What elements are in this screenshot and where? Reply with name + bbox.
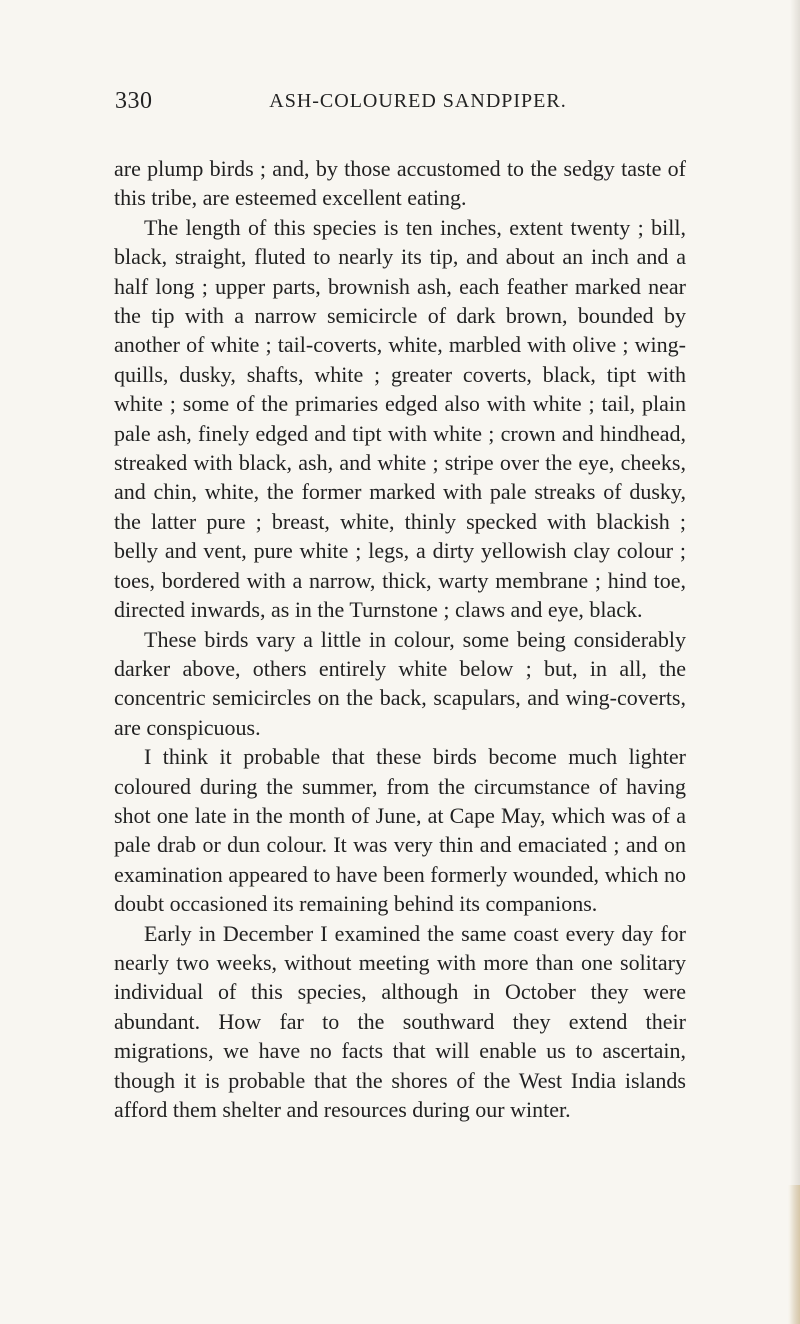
- body-text: [114, 154, 686, 1124]
- paragraph-description: The length of this species is ten inches, extent twenty ; bill, black, straight, fluted to nearly its tip, and about an inch and a half long ; upper parts, brownish ash, each feather marked near the tip with a narrow semicircle of dark brown, bounded by another of white ; tail-coverts, white, marbled with olive ; wing-quills, dusky, shafts, white ; greater coverts, black, tipt with white ; some of the primaries edged also with white ; tail, plain pale ash, finely edged and tipt with white ; crown and hindhead, streaked with black, ash, and white ; stripe over the eye, cheeks, and chin, white, the former marked with pale streaks of dusky, the latter pure ; breast, white, thinly specked with blackish ; belly and vent, pure white ; legs, a dirty yellowish clay colour ; toes, bordered with a narrow, thick, warty membrane ; hind toe, directed inwards, as in the Turnstone ; claws and eye, black.: [114, 214, 686, 623]
- page-edge-shadow: [790, 0, 800, 1324]
- paragraph-variation: These birds vary a little in colour, some being considerably darker above, others entirely white below ; but, in all, the concentric semicircles on the back, scapulars, and wing-coverts, are conspicuous.: [114, 626, 686, 740]
- running-head: [115, 88, 715, 122]
- page-number: 330: [115, 88, 153, 114]
- paragraph-summer-plumage: I think it probable that these birds become much lighter coloured during the summer, from the circumstance of having shot one late in the month of June, at Cape May, which was of a pale drab or dun colour. It was very thin and emaciated ; and on examination appeared to have been formerly wounded, which no doubt occasioned its remaining behind its companions.: [114, 744, 686, 917]
- running-title: ASH-COLOURED SANDPIPER.: [269, 90, 567, 112]
- paragraph-continued: are plump birds ; and, by those accustomed to the sedgy taste of this tribe, are esteemed excellent eating.: [114, 156, 686, 211]
- paragraph-migration: Early in December I examined the same coast every day for nearly two weeks, without meeting with more than one solitary individual of this species, although in October they were abundant. How far to the southward they extend their migrations, we have no facts that will enable us to ascertain, though it is probable that the shores of the West India islands afford them shelter and resources during our winter.: [114, 920, 686, 1122]
- page-edge-stain: [788, 1185, 800, 1324]
